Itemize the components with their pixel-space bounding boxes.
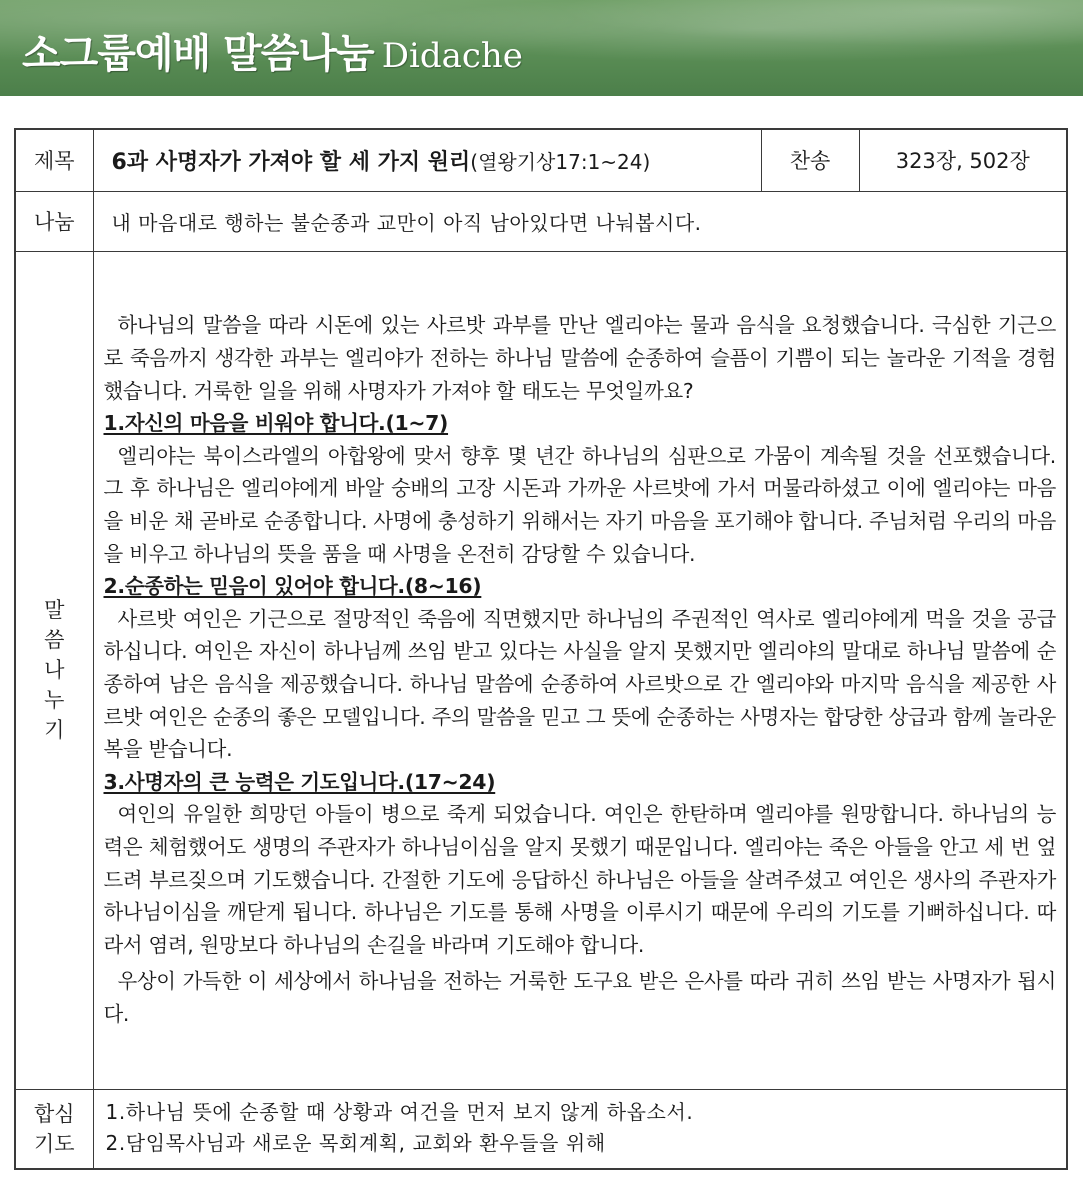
prayer-label: 합심 기도 (15, 1089, 93, 1169)
word-sharing-label: 말 씀 나 누 기 (15, 251, 93, 1089)
section-heading: 2.순종하는 믿음이 있어야 합니다.(8~16) (103, 574, 482, 599)
word-sharing-row (15, 251, 1067, 1089)
prayer-row (15, 1089, 1067, 1169)
banner-title-korean: 소그룹예배 말씀나눔 (22, 31, 374, 77)
lesson-table (14, 128, 1068, 1170)
title-label: 제목 (15, 129, 93, 191)
hymn-label: 찬송 (761, 129, 859, 191)
banner-title (22, 22, 523, 79)
prayer-item: 2.담임목사님과 새로운 목회계획, 교회와 환우들을 위해 (105, 1130, 606, 1155)
lesson-title: 6과 사명자가 가져야 할 세 가지 원리 (111, 149, 471, 175)
closing-paragraph: 우상이 가득한 이 세상에서 하나님을 전하는 거룩한 도구요 받은 은사를 따라 귀히 쓰임 받는 사명자가 됩시다. (103, 969, 1056, 1026)
banner-title-english: Didache (381, 36, 523, 76)
section-paragraph: 사르밧 여인은 기근으로 절망적인 죽음에 직면했지만 하나님의 주권적인 역사로 엘리야에게 먹을 것을 공급하십니다. 여인은 자신이 하나님께 쓰임 받고 있다는 사실을 알지 못했지만 엘리야의 말대로 하나님 말씀에 순종하여 남은 음식을 제공했습니다. 하나님 말씀에 순종하여 사르밧으로 간 엘리야와 마지막 음식을 제공한 사르밧 여인은 순종의 좋은 모델입니다. 주의 말씀을 믿고 그 뜻에 순종하는 사명자는 합당한 상급과 함께 놀라운 복을 받습니다. (103, 606, 1056, 762)
section-paragraph: 엘리야는 북이스라엘의 아합왕에 맞서 향후 몇 년간 하나님의 심판으로 가뭄이 계속될 것을 선포했습니다. 그 후 하나님은 엘리야에게 바알 숭배의 고장 시돈과 가까운 사르밧에 가서 머물라하셨고 이에 엘리야는 마음을 비운 채 곧바로 순종합니다. 사명에 충성하기 위해서는 자기 마음을 포기해야 합니다. 주님처럼 우리의 마음을 비우고 하나님의 뜻을 품을 때 사명을 온전히 감당할 수 있습니다. (103, 443, 1056, 566)
share-label: 나눔 (15, 191, 93, 251)
section-heading: 3.사명자의 큰 능력은 기도입니다.(17~24) (103, 769, 496, 794)
title-row (15, 129, 1067, 191)
prayer-list (93, 1089, 1067, 1169)
intro-paragraph: 하나님의 말씀을 따라 시돈에 있는 사르밧 과부를 만난 엘리야는 물과 음식을 요청했습니다. 극심한 기근으로 죽음까지 생각한 과부는 엘리야가 전하는 하나님 말씀에 순종하여 슬픔이 기쁨이 되는 놀라운 기적을 경험했습니다. 거룩한 일을 위해 사명자가 가져야 할 태도는 무엇일까요? (103, 313, 1056, 403)
scripture-reference: (열왕기상17:1~24) (470, 149, 651, 174)
share-question: 내 마음대로 행하는 불순종과 교만이 아직 남아있다면 나눠봅시다. (93, 191, 1067, 251)
lesson-title-cell (93, 129, 761, 191)
hymn-numbers: 323장, 502장 (859, 129, 1067, 191)
section-heading: 1.자신의 마음을 비워야 합니다.(1~7) (103, 411, 449, 436)
header-banner (0, 0, 1083, 96)
sermon-body (93, 251, 1067, 1089)
share-row (15, 191, 1067, 251)
section-paragraph: 여인의 유일한 희망던 아들이 병으로 죽게 되었습니다. 여인은 한탄하며 엘리야를 원망합니다. 하나님의 능력은 체험했어도 생명의 주관자가 하나님이심을 알지 못했기 때문입니다. 엘리야는 죽은 아들을 안고 세 번 엎드려 부르짖으며 기도했습니다. 간절한 기도에 응답하신 하나님은 아들을 살려주셨고 여인은 생사의 주관자가 하나님이심을 깨닫게 됩니다. 하나님은 기도를 통해 사명을 이루시기 때문에 우리의 기도를 기뻐하십니다. 따라서 염려, 원망보다 하나님의 손길을 바라며 기도해야 합니다. (103, 802, 1056, 957)
prayer-item: 1.하나님 뜻에 순종할 때 상황과 여건을 먼저 보지 않게 하옵소서. (105, 1099, 694, 1124)
